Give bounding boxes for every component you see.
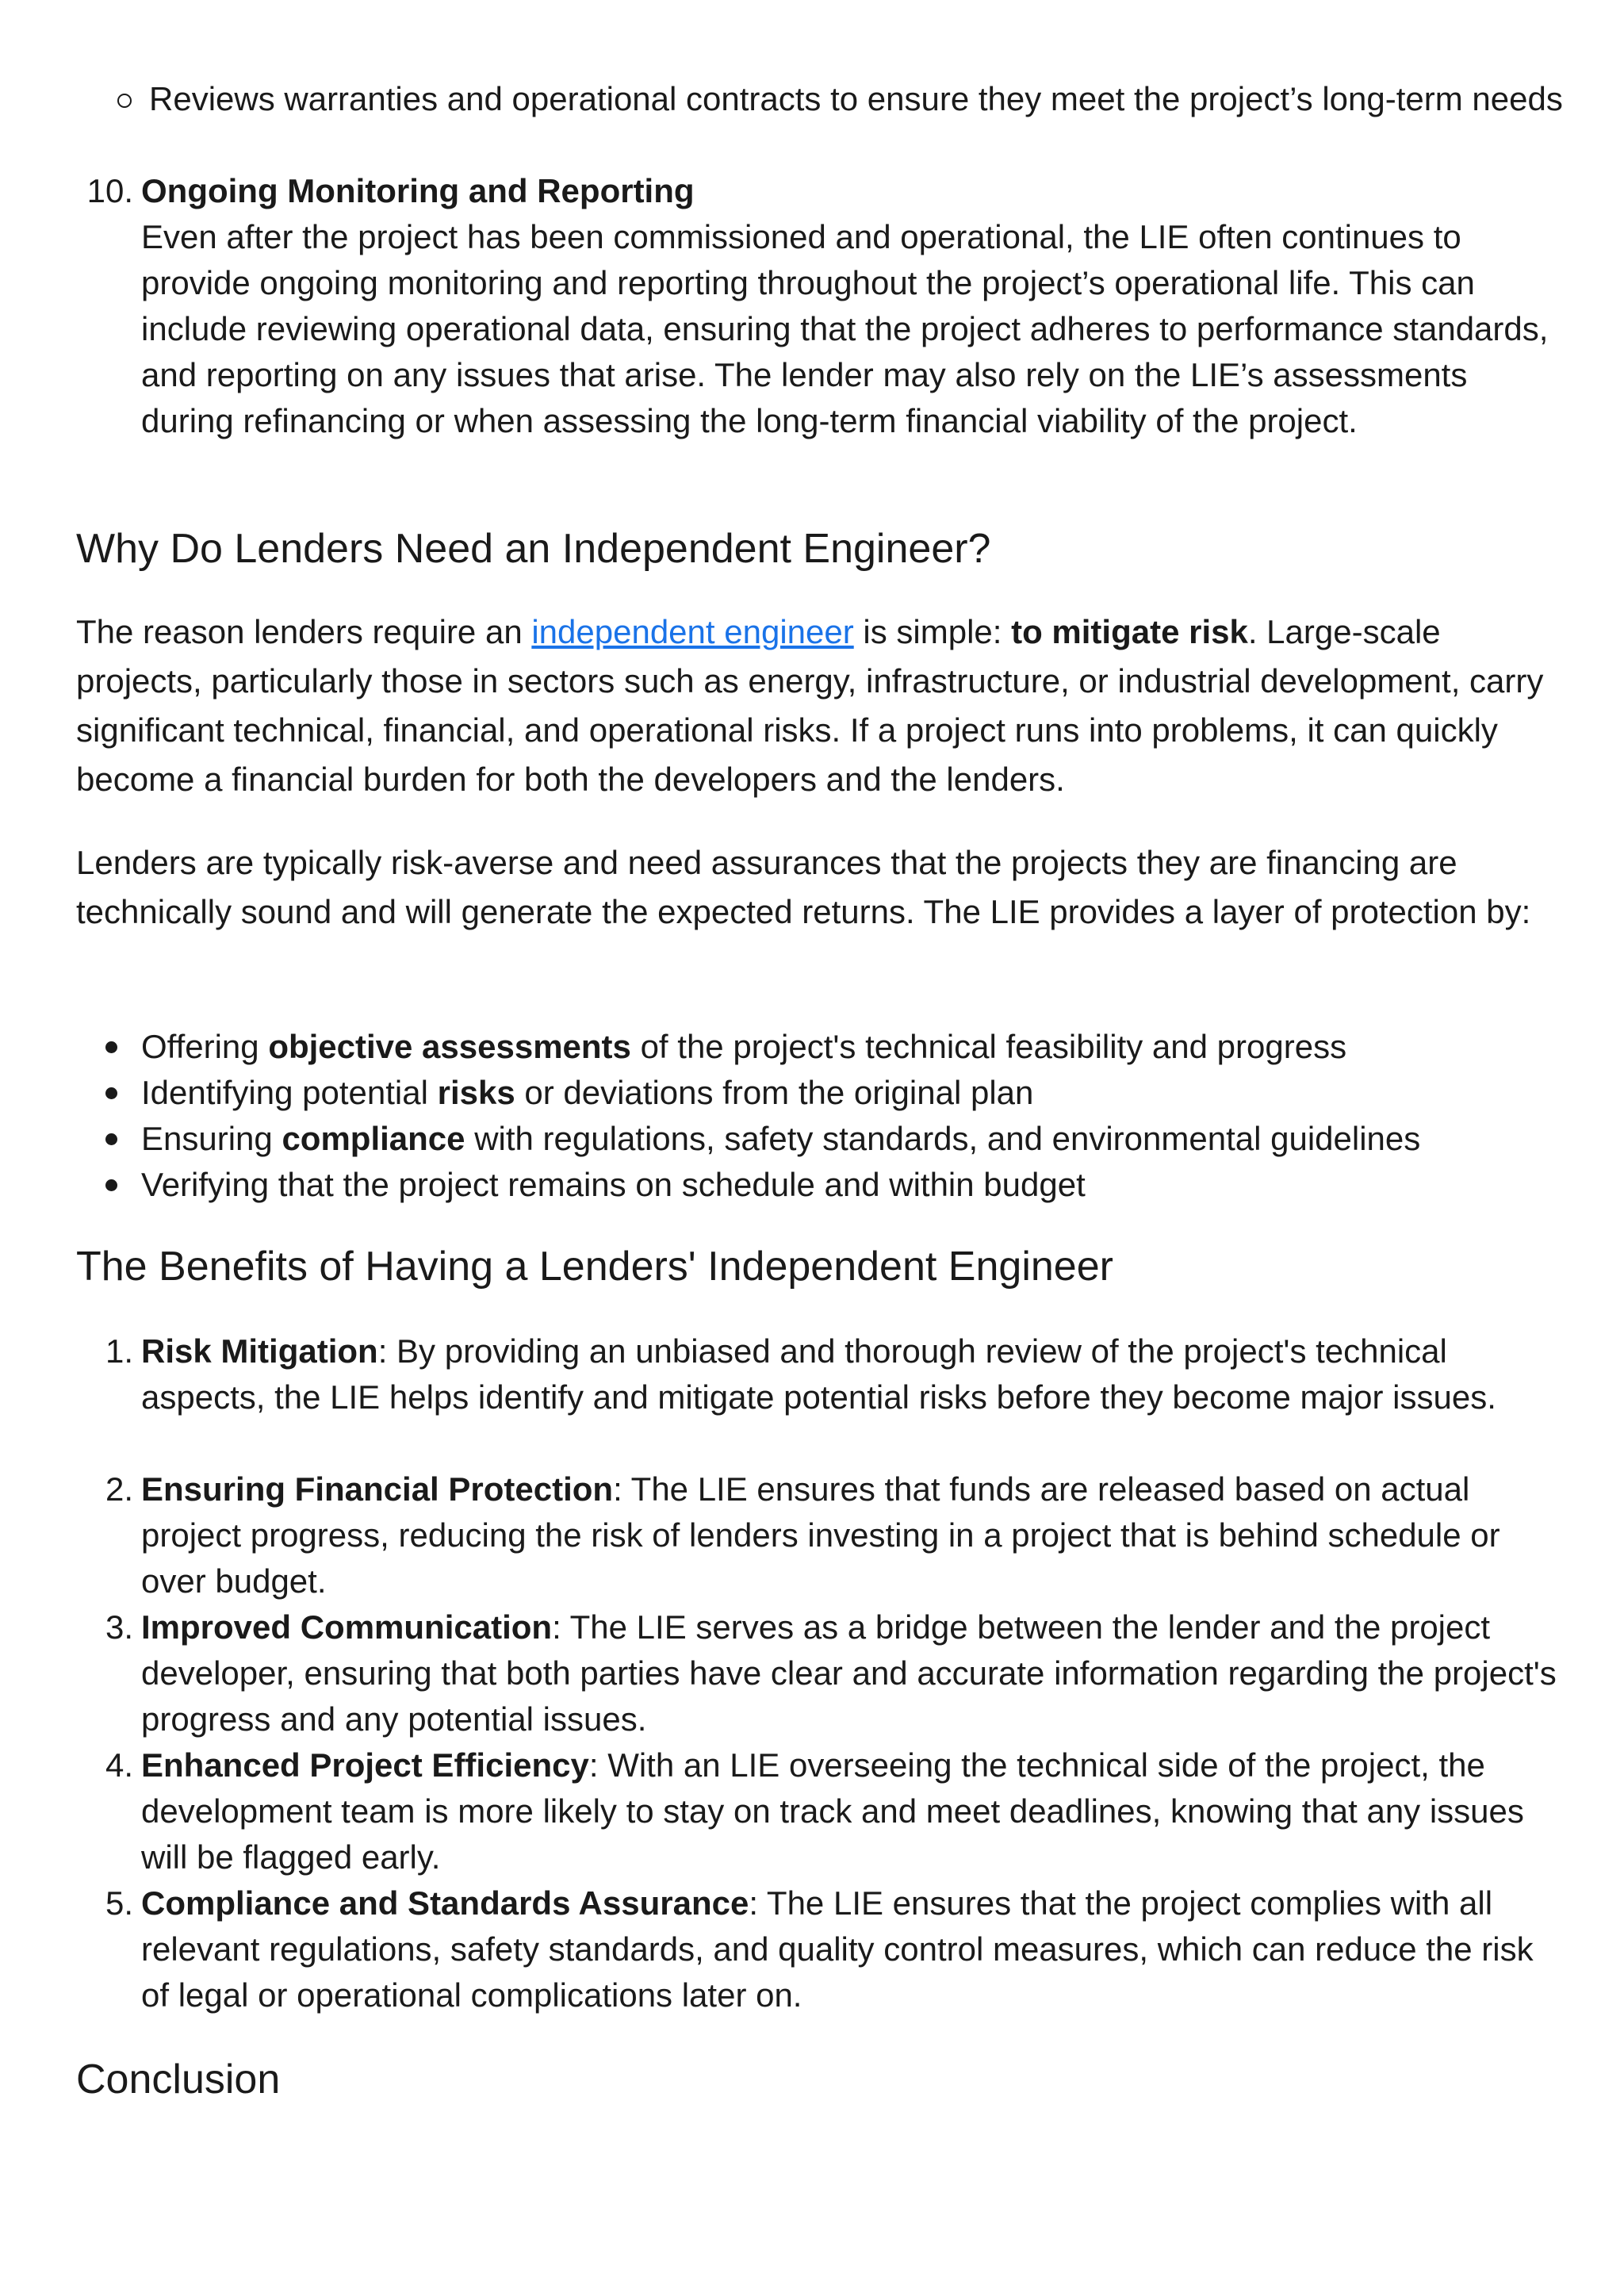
p1-text-end: . Large-scale projects, particularly those in sectors such as energy, infrastructure, or industrial development, carry significant technical, financial, and operational risks. If a project runs into problems, it can quickly become a financial burden for both the developers and the lenders. [76,613,1544,798]
bullet-dot-icon [105,1041,117,1053]
independent-engineer-link[interactable]: independent engineer [531,613,854,650]
why-paragraph-2: Lenders are typically risk-averse and need assurances that the projects they are financing are technically sound and will generate the expected returns. The LIE provides a layer of protection by: [76,844,1531,930]
sub-list-item-text: Reviews warranties and operational contracts to ensure they meet the project’s long-term needs [149,80,1563,117]
benefit-item: 2. Ensuring Financial Protection: The LIE ensures that funds are released based on actual project progress, reducing the risk of lenders investing in a project that is behind schedule or over budget. [105,1470,1500,1600]
section-heading-why: Why Do Lenders Need an Independent Engineer? [76,526,991,572]
bullet-item: Ensuring compliance with regulations, safety standards, and environmental guidelines [141,1116,1568,1162]
bullet-dot-icon [105,1087,117,1099]
why-paragraph-1 [76,608,1561,804]
p1-bold: to mitigate risk [1011,613,1248,650]
item-number: 10. [86,172,133,209]
bullet-dot-icon [105,1133,117,1145]
p1-text-start: The reason lenders require an [76,613,532,650]
bullet-item: Offering objective assessments of the project's technical feasibility and progress [141,1024,1568,1070]
bullet-item: Identifying potential risks or deviations from the original plan [141,1070,1568,1116]
numbered-item-10 [86,168,1568,444]
section-heading-conclusion: Conclusion [76,2056,281,2102]
sub-list-item [149,76,1568,122]
bullet-item: Verifying that the project remains on schedule and within budget [141,1162,1568,1208]
item-title: Ongoing Monitoring and Reporting [141,172,695,209]
benefit-item: 1. Risk Mitigation: By providing an unbiased and thorough review of the project's technical aspects, the LIE helps identify and mitigate potential risks before they become major issues. [105,1332,1496,1416]
bullet-dot-icon [105,1179,117,1191]
section-heading-benefits: The Benefits of Having a Lenders' Independent Engineer [76,1244,1113,1290]
benefit-item: 5. Compliance and Standards Assurance: The LIE ensures that the project complies with all relevant regulations, safety standards, and quality control measures, which can reduce the risk of legal or operational complications later on. [105,1884,1534,2014]
why-bullet-list [141,1024,1568,1208]
item-body: Even after the project has been commissioned and operational, the LIE often continues to provide ongoing monitoring and reporting throughout the project’s operational life. This can include reviewing operational data, ensuring that the project adheres to performance standards, and reporting on any issues that arise. The lender may also rely on the LIE’s assessments during refinancing or when assessing the long-term financial viability of the project. [141,218,1549,439]
benefit-item: 4. Enhanced Project Efficiency: With an LIE overseeing the technical side of the project, the development team is more likely to stay on track and meet deadlines, knowing that any issues will be flagged early. [105,1746,1524,1876]
hollow-bullet-icon [117,94,132,108]
p1-text-mid: is simple: [853,613,1012,650]
benefit-item: 3. Improved Communication: The LIE serves as a bridge between the lender and the project developer, ensuring that both parties have clear and accurate information regarding the project's progress and any potential issues. [105,1608,1557,1738]
